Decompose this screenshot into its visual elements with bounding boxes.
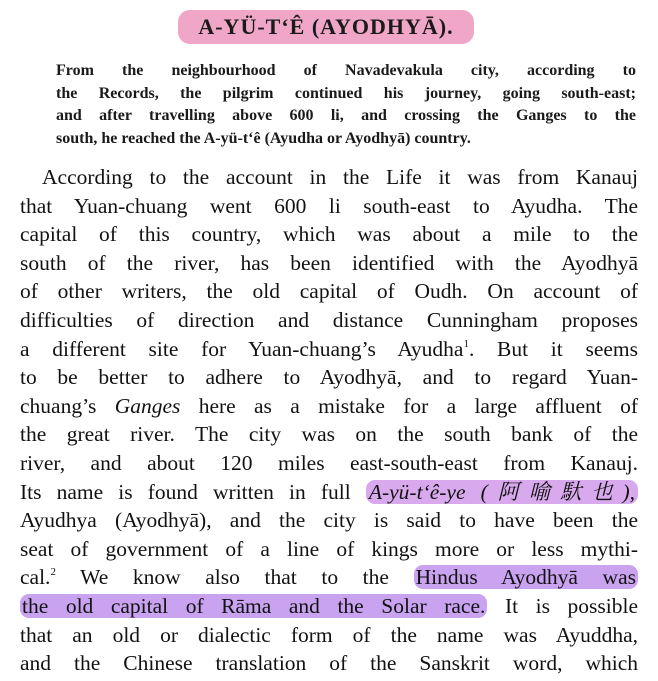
summary-paragraph (56, 60, 636, 150)
footnote-ref[interactable]: 2 (50, 566, 56, 579)
body-line (20, 563, 638, 592)
body-text: We know also that to the (55, 565, 414, 590)
body-text: a different site for Yuan-chuang’s Ayudha (20, 336, 464, 361)
body-text: Its name is found written in full (20, 479, 366, 504)
body-line: capital of this country, which was about a mile to the (20, 222, 638, 247)
body-line: the great river. The city was on the south bank of the (20, 422, 638, 447)
body-text: . But it seems (468, 336, 638, 361)
summary-line: south, he reached the A-yü-t‘ê (Ayudha or Ayodhyā) country. (56, 129, 471, 147)
body-line: that Yuan-chuang went 600 li south-east to Ayudha. The (20, 193, 638, 218)
body-line: to be better to adhere to Ayodhyā, and to regard Yuan- (20, 365, 638, 390)
body-line: of other writers, the old capital of Oudh. On account of (20, 279, 638, 304)
body-line: river, and about 120 miles east-south-east from Kanauj. (20, 450, 638, 475)
footnote-ref[interactable]: 1 (463, 337, 469, 350)
summary-line: From the neighbourhood of Navadevakula city, according to (56, 62, 636, 79)
body-paragraph (20, 163, 638, 678)
body-line: According to the account in the Life it was from Kanauj (42, 165, 638, 189)
highlighted-text[interactable]: the old capital of Rāma and the Solar race. (22, 593, 486, 618)
body-line: Ayudhya (Ayodhyā), and the city is said to have been the (20, 508, 638, 533)
highlighted-text[interactable]: Hindus Ayodhyā was (415, 565, 636, 590)
body-line: and the Chinese translation of the Sanskrit word, which (20, 651, 638, 676)
body-line: seat of government of a line of kings more or less mythi- (20, 536, 638, 561)
summary-line: and after travelling above 600 li, and crossing the Ganges to the (56, 107, 636, 124)
body-text: cal. (20, 565, 51, 590)
emphasis-text: Ganges (114, 393, 181, 418)
chapter-title: A-YÜ-T‘Ê (AYODHYĀ). (178, 10, 474, 44)
body-line: that an old or dialectic form of the name was Ayuddha, (20, 622, 638, 647)
body-line (20, 335, 638, 364)
body-text: chuang’s (20, 393, 115, 418)
highlighted-text[interactable] (366, 480, 638, 504)
summary-line: the Records, the pilgrim continued his journey, going south-east; (56, 84, 636, 102)
body-line (20, 392, 638, 421)
highlight-content: A-yü-t‘ê-ye (阿喻馱也), (368, 479, 635, 504)
body-text: It is possible (487, 593, 638, 618)
body-line: south of the river, has been identified with the Ayodhyā (20, 250, 638, 275)
body-line (20, 478, 638, 507)
body-line: difficulties of direction and distance Cunningham proposes (20, 307, 638, 332)
body-line (20, 592, 638, 621)
body-text: here as a mistake for a large affluent of (180, 393, 638, 418)
